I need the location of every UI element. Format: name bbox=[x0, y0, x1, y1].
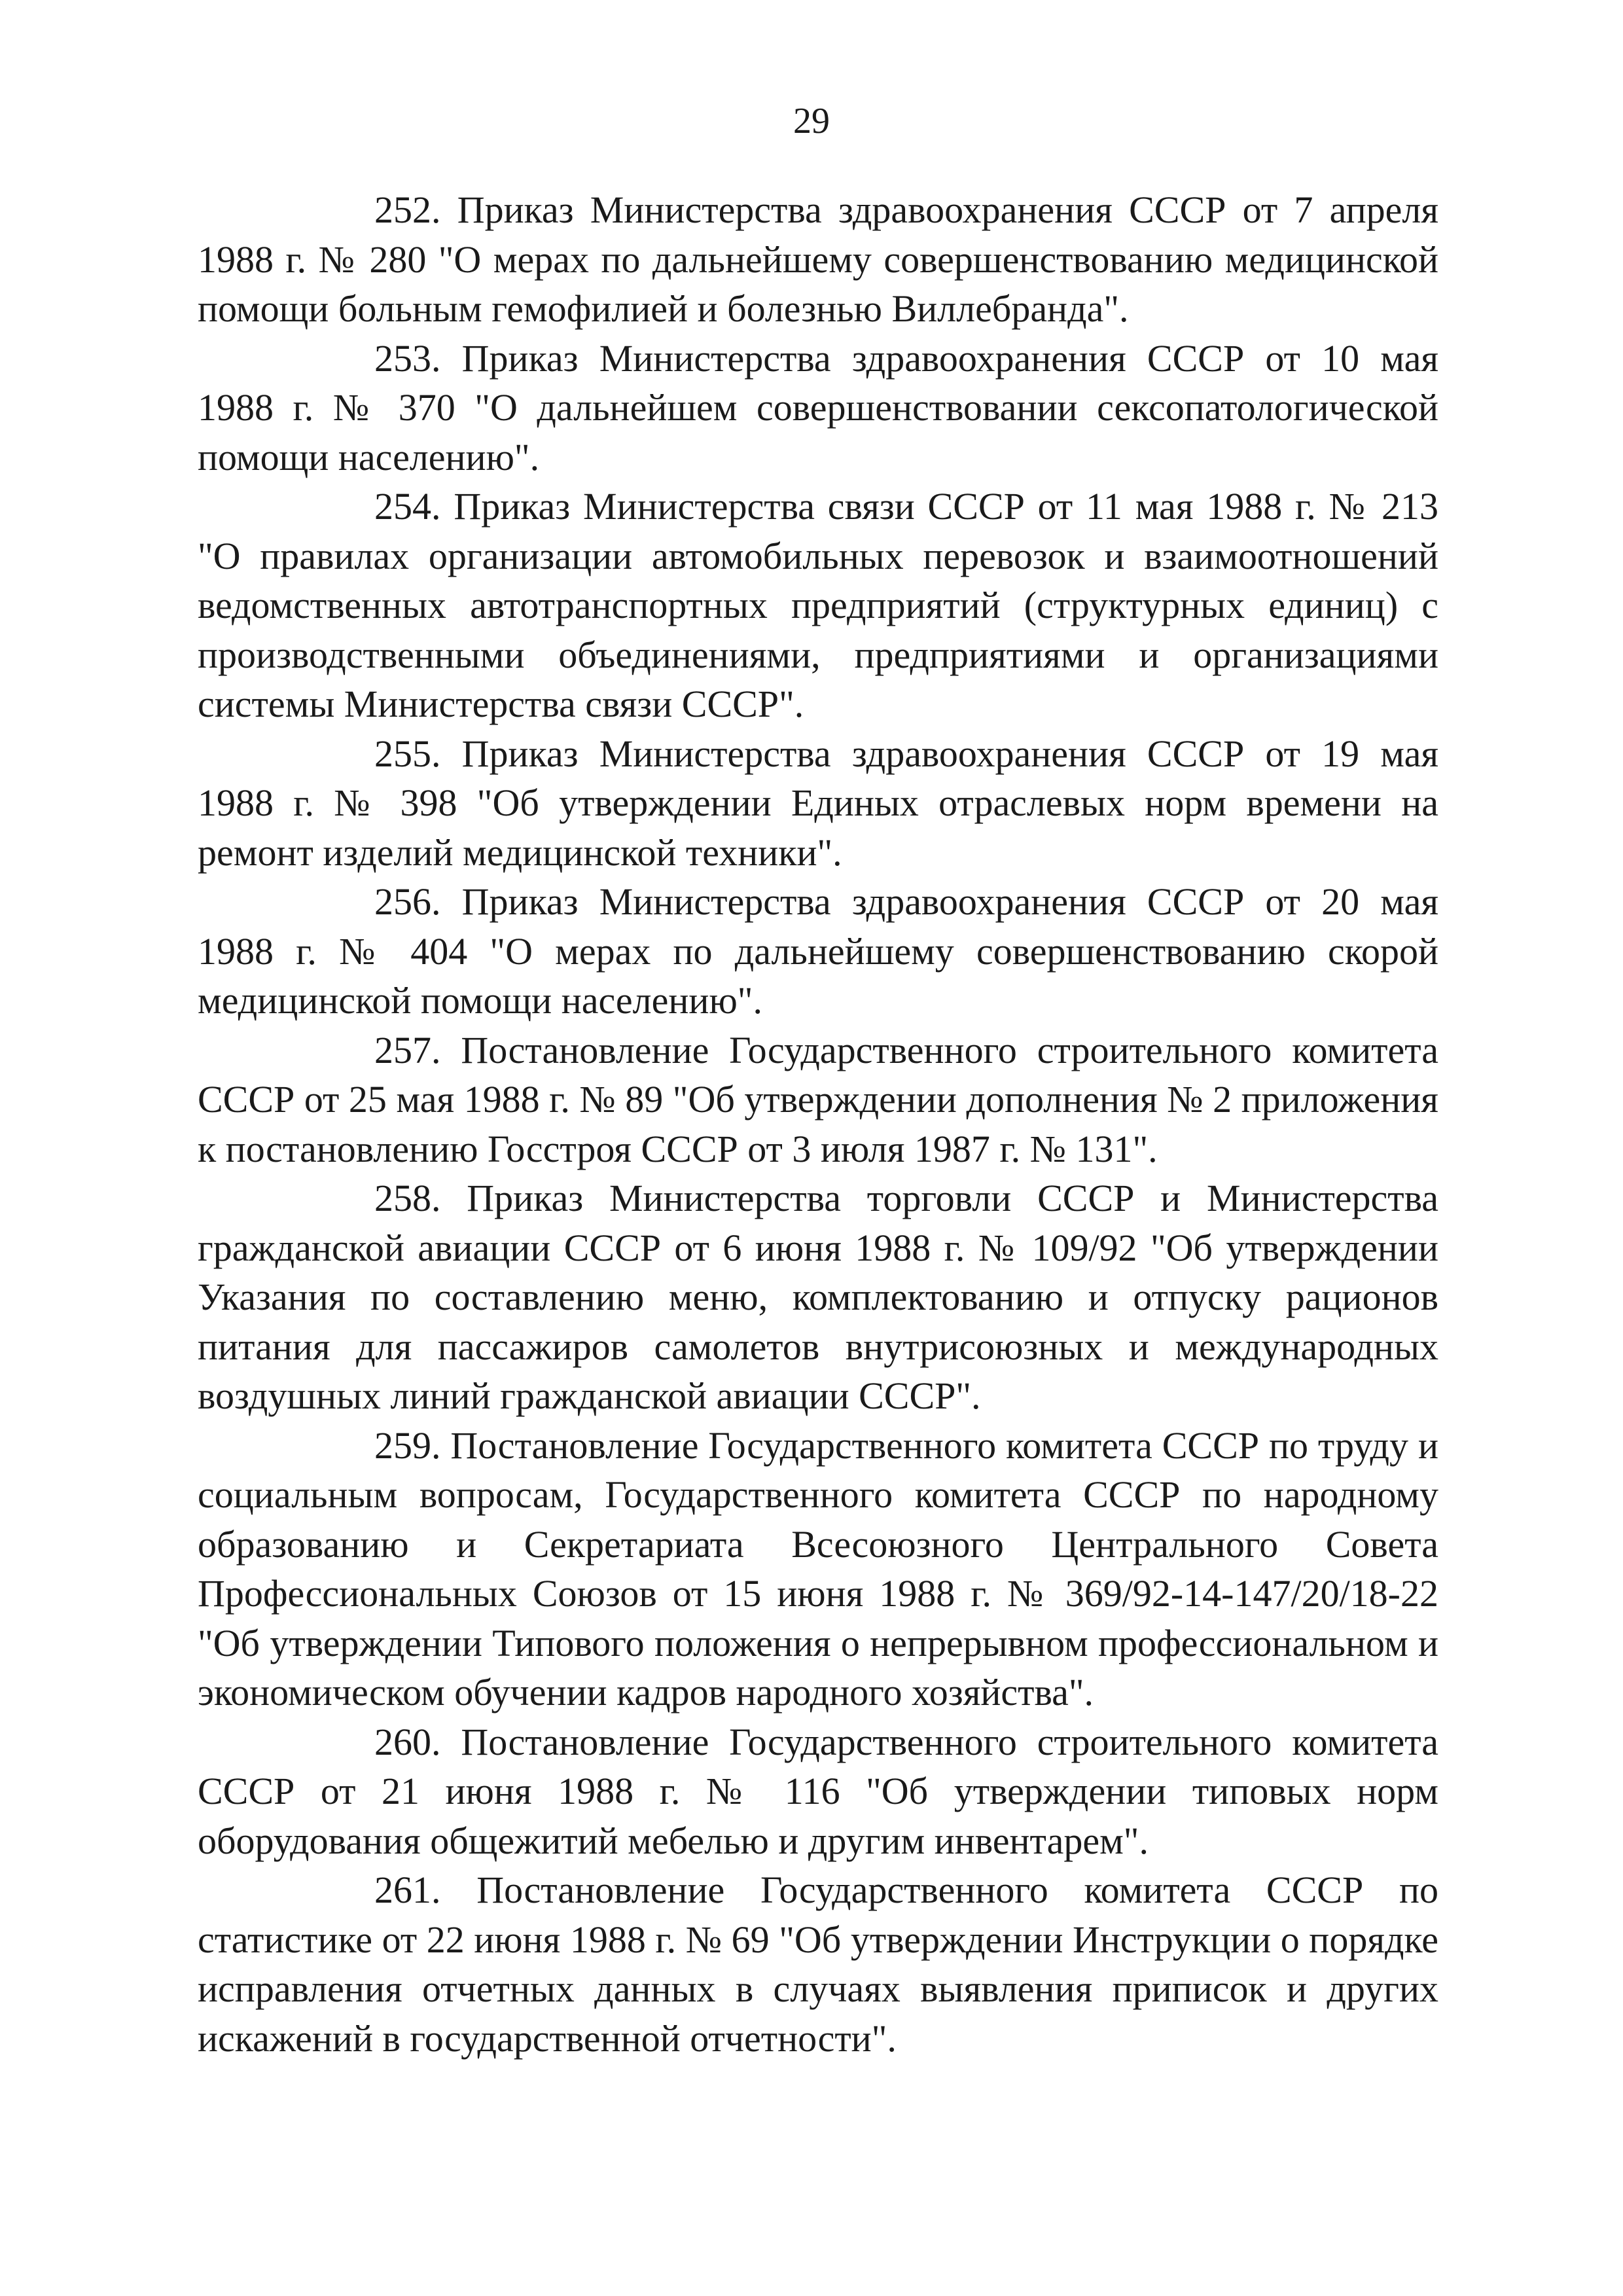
page-number: 29 bbox=[793, 101, 830, 141]
list-item bbox=[198, 1026, 1438, 1174]
list-item bbox=[198, 729, 1438, 878]
list-item bbox=[198, 1717, 1438, 1866]
item-number: 258. bbox=[374, 1177, 441, 1219]
item-text: Постановление Государственного строительного комитета СССР от 21 июня 1988 г. № 116 "Об утверждении типовых норм оборудования общежитий мебелью и другим инвентарем". bbox=[198, 1720, 1438, 1862]
item-text: Постановление Государственного строительного комитета СССР от 25 мая 1988 г. № 89 "Об утверждении дополнения № 2 приложения к постановлению Госстроя СССР от 3 июля 1987 г. № 131". bbox=[198, 1028, 1438, 1170]
item-number: 256. bbox=[374, 880, 441, 923]
list-item bbox=[198, 877, 1438, 1026]
item-number: 261. bbox=[374, 1869, 441, 1911]
document-body bbox=[198, 185, 1438, 2063]
item-number: 259. bbox=[374, 1424, 441, 1467]
list-item bbox=[198, 334, 1438, 482]
item-text: Приказ Министерства связи СССР от 11 мая 1988 г. № 213 "О правилах организации автомобильных перевозок и взаимоотношений ведомственных автотранспортных предприятий (структурных единиц) с производственными объединениями, предприятиями и организациями системы Министерства связи СССР". bbox=[198, 485, 1439, 725]
item-number: 260. bbox=[374, 1720, 441, 1763]
item-number: 252. bbox=[374, 188, 441, 231]
list-item bbox=[198, 1174, 1438, 1421]
item-text: Приказ Министерства здравоохранения СССР от 19 мая 1988 г. № 398 "Об утверждении Единых отраслевых норм времени на ремонт изделий медицинской техники". bbox=[198, 732, 1439, 874]
item-text: Постановление Государственного комитета СССР по труду и социальным вопросам, Государственного комитета СССР по народному образованию и Секретариата Всесоюзного Центрального Совета Профессиональных Союзов от 15 июня 1988 г. № 369/92-14-147/20/18-22 "Об утверждении Типового положения о непрерывном профессиональном и экономическом обучении кадров народного хозяйства". bbox=[198, 1424, 1439, 1713]
item-number: 257. bbox=[374, 1028, 441, 1071]
item-number: 254. bbox=[374, 485, 441, 528]
item-number: 255. bbox=[374, 732, 441, 775]
item-text: Приказ Министерства торговли СССР и Министерства гражданской авиации СССР от 6 июня 1988 г. № 109/92 "Об утверждении Указания по составлению меню, комплектованию и отпуску рационов питания для пассажиров самолетов внутрисоюзных и международных воздушных линий гражданской авиации СССР". bbox=[198, 1177, 1438, 1417]
item-number: 253. bbox=[374, 336, 441, 380]
item-text: Постановление Государственного комитета СССР по статистике от 22 июня 1988 г. № 69 "Об утверждении Инструкции о порядке исправления отчетных данных в случаях выявления приписок и других искажений в государственной отчетности". bbox=[198, 1869, 1438, 2060]
list-item bbox=[198, 1865, 1438, 2063]
list-item bbox=[198, 482, 1438, 729]
list-item bbox=[198, 1421, 1438, 1717]
item-text: Приказ Министерства здравоохранения СССР от 20 мая 1988 г. № 404 "О мерах по дальнейшему совершенствованию скорой медицинской помощи населению". bbox=[198, 880, 1439, 1022]
item-text: Приказ Министерства здравоохранения СССР от 7 апреля 1988 г. № 280 "О мерах по дальнейшему совершенствованию медицинской помощи больным гемофилией и болезнью Виллебранда". bbox=[198, 188, 1438, 330]
list-item bbox=[198, 185, 1438, 334]
item-text: Приказ Министерства здравоохранения СССР от 10 мая 1988 г. № 370 "О дальнейшем совершенствовании сексопатологической помощи населению". bbox=[198, 336, 1439, 478]
